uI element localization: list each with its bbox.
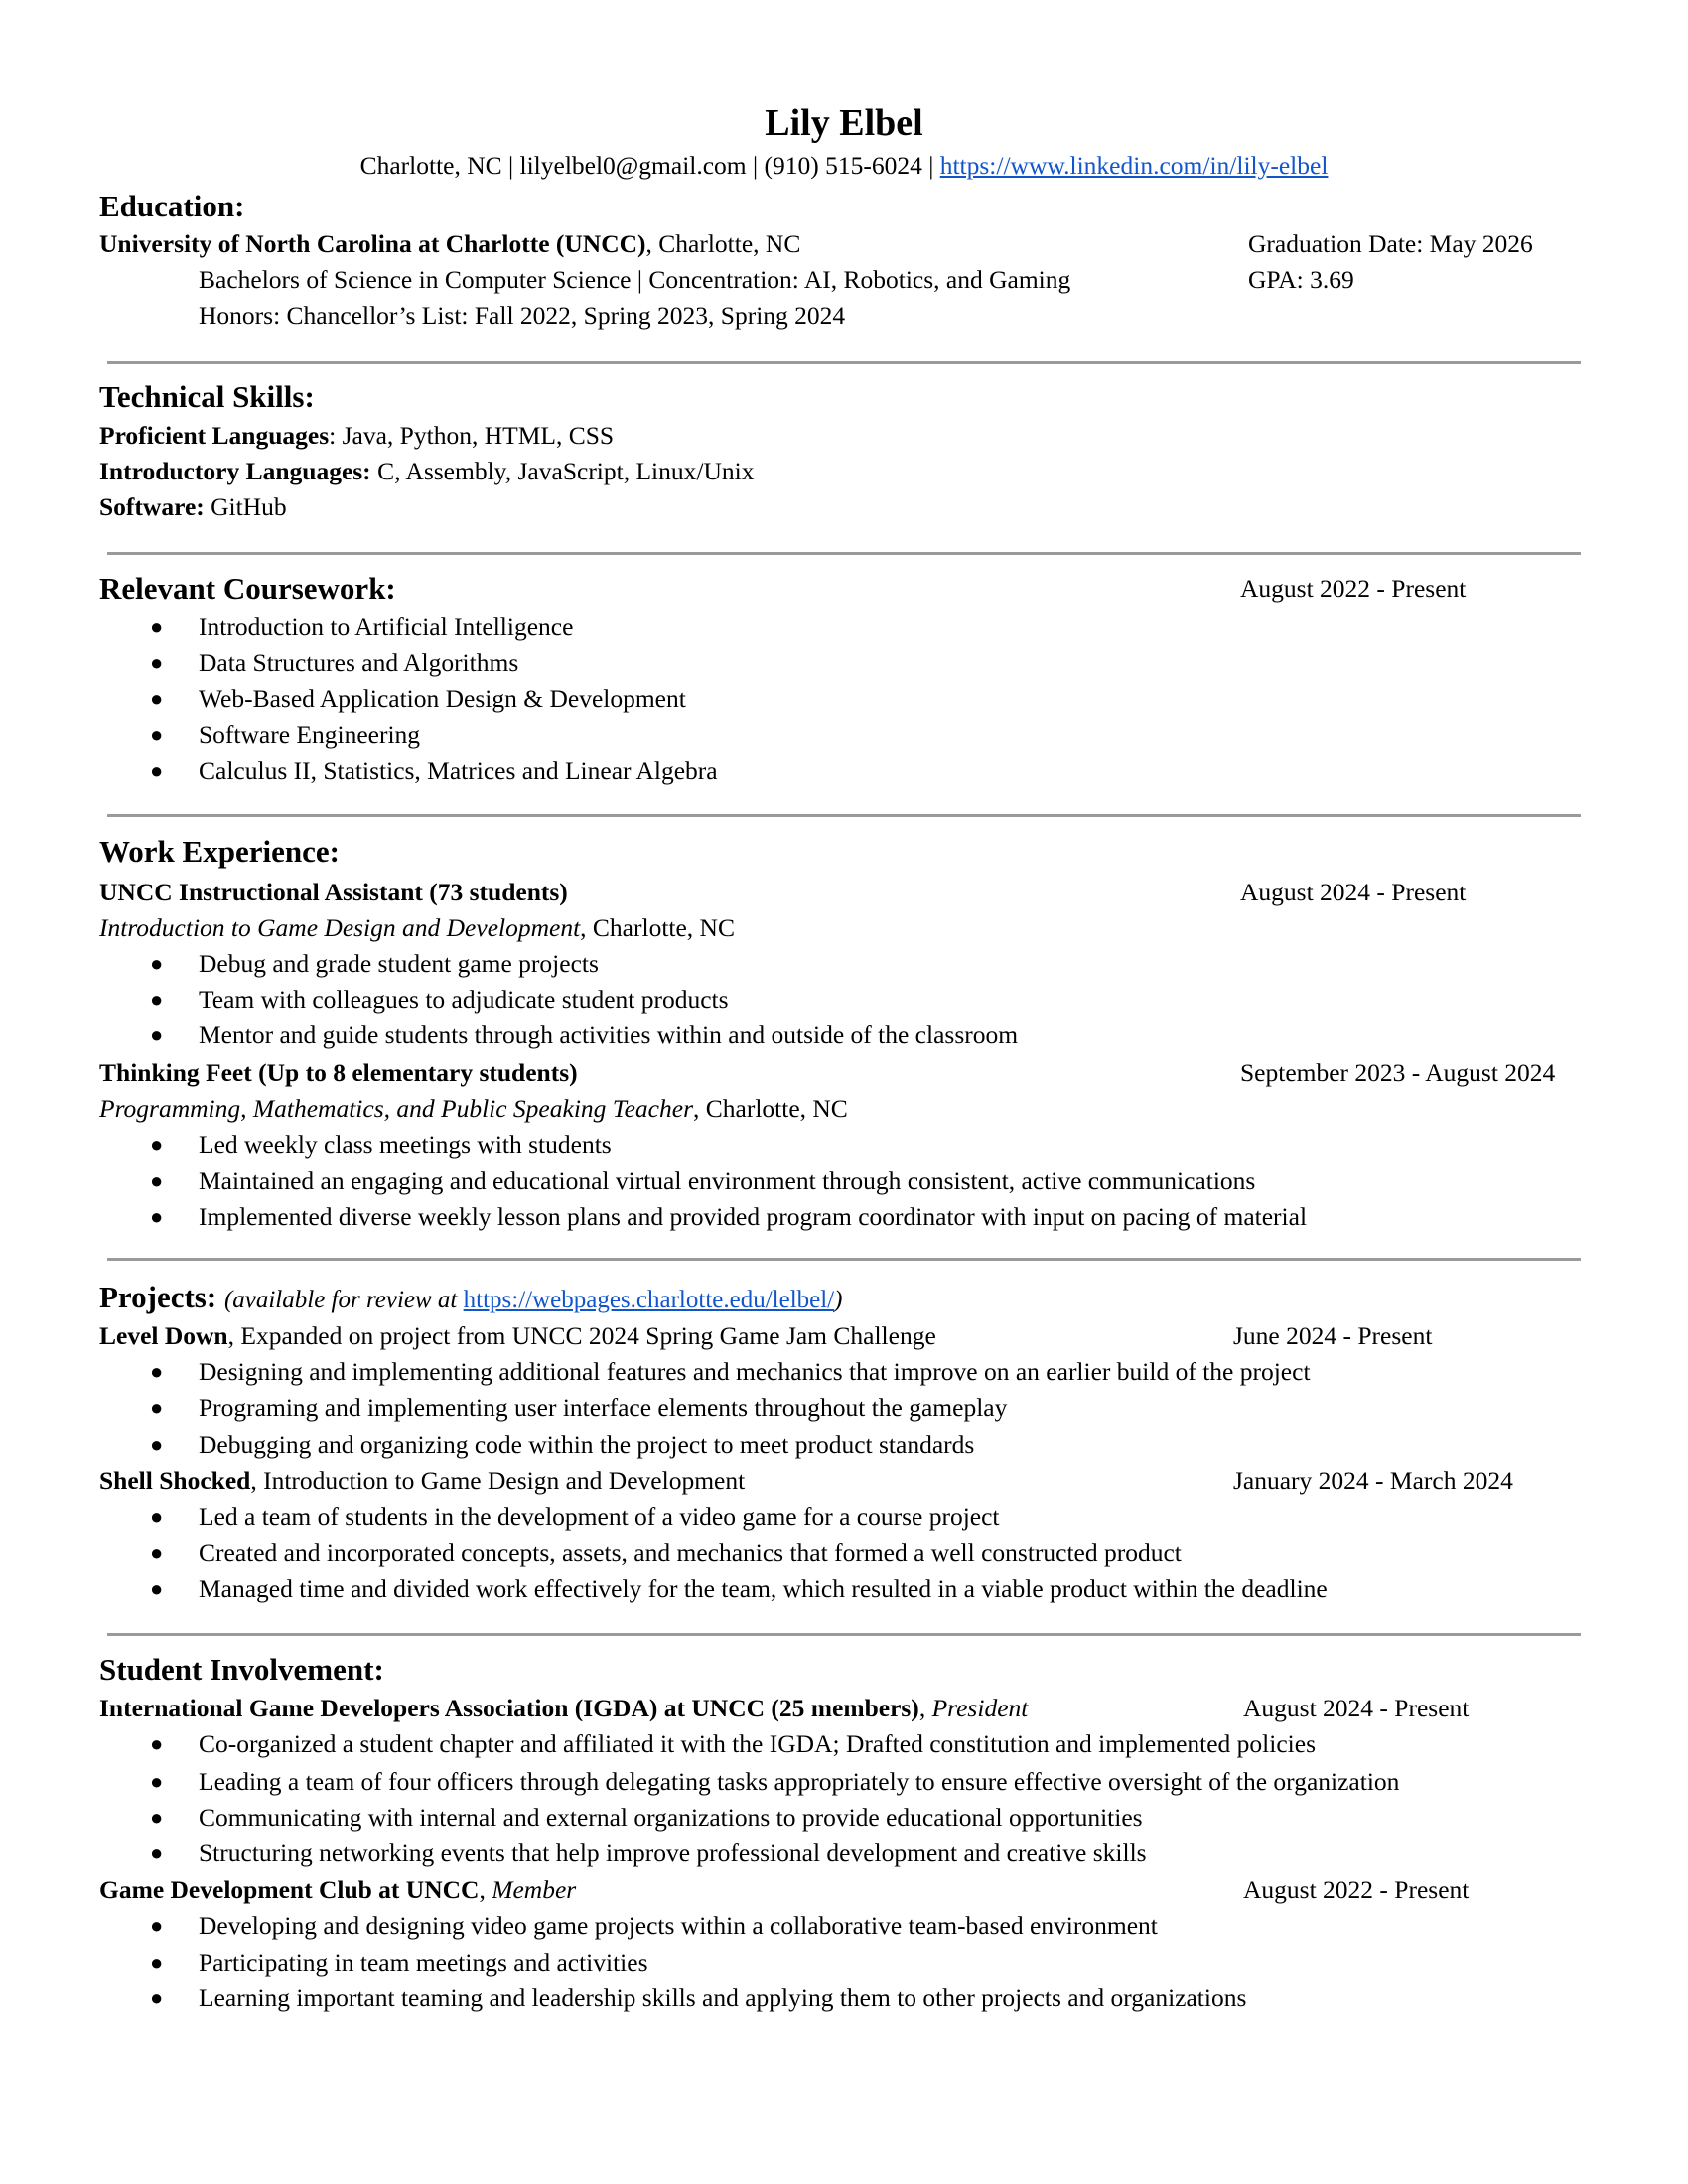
list-item: Software Engineering — [199, 720, 421, 749]
list-item: Participating in team meetings and activities — [199, 1948, 648, 1977]
bullet-icon: ● — [150, 614, 164, 639]
resume-name: Lily Elbel — [765, 102, 923, 144]
job-date: September 2023 - August 2024 — [1240, 1058, 1556, 1087]
bullet-icon: ● — [150, 686, 164, 711]
list-item: Debugging and organizing code within the project to meet product standards — [199, 1431, 975, 1459]
education-school-line — [99, 229, 800, 259]
work-heading: Work Experience: — [99, 834, 340, 869]
list-item: Team with colleagues to adjudicate student products — [199, 985, 729, 1014]
bullet-icon: ● — [150, 1841, 164, 1865]
projects-hint-suffix: ) — [834, 1287, 843, 1313]
bullet-icon: ● — [150, 758, 164, 783]
skill-row — [99, 457, 754, 486]
skill-row — [99, 492, 287, 522]
projects-hint-prefix: (available for review at — [223, 1287, 464, 1313]
job-date: August 2024 - Present — [1240, 878, 1467, 906]
list-item: Introduction to Artificial Intelligence — [199, 613, 574, 641]
list-item: Data Structures and Algorithms — [199, 648, 519, 677]
project-date: January 2024 - March 2024 — [1233, 1466, 1513, 1495]
list-item: Web-Based Application Design & Development — [199, 684, 686, 713]
skill-label: Introductory Languages: — [99, 457, 371, 485]
project-name: Shell Shocked — [99, 1466, 251, 1495]
list-item: Communicating with internal and external organizations to provide educational opportunities — [199, 1803, 1143, 1832]
job-title-text: Thinking Feet (Up to 8 elementary students) — [99, 1058, 578, 1087]
projects-heading — [99, 1280, 842, 1318]
list-item: Co-organized a student chapter and affiliated it with the IGDA; Drafted constitution and implemented policies — [199, 1729, 1316, 1758]
contact-line — [0, 151, 1688, 181]
job-role — [99, 1094, 848, 1124]
job-title-text: UNCC Instructional Assistant (73 students) — [99, 878, 568, 906]
list-item: Programing and implementing user interface elements throughout the gameplay — [199, 1393, 1008, 1422]
education-heading: Education: — [99, 189, 245, 223]
section-divider — [107, 361, 1581, 364]
section-divider — [107, 1258, 1581, 1261]
portfolio-link[interactable]: https://webpages.charlotte.edu/lelbel/ — [463, 1287, 835, 1313]
list-item: Maintained an engaging and educational virtual environment through consistent, active communications — [199, 1166, 1256, 1195]
gpa: GPA: 3.69 — [1248, 265, 1354, 294]
list-item: Calculus II, Statistics, Matrices and Linear Algebra — [199, 756, 718, 785]
section-divider — [107, 814, 1581, 817]
list-item: Created and incorporated concepts, assets, and mechanics that formed a well constructed product — [199, 1538, 1182, 1567]
org-role: President — [931, 1694, 1029, 1722]
project-date: June 2024 - Present — [1233, 1321, 1433, 1350]
bullet-icon: ● — [150, 1540, 164, 1565]
skill-sep: : — [329, 421, 343, 450]
bullet-icon: ● — [150, 722, 164, 747]
skill-value: GitHub — [211, 492, 287, 521]
bullet-icon: ● — [150, 1204, 164, 1229]
bullet-icon: ● — [150, 1132, 164, 1157]
bullet-icon: ● — [150, 1950, 164, 1975]
job-location: , Charlotte, NC — [580, 913, 735, 942]
projects-title: Projects: — [99, 1280, 217, 1314]
bullet-icon: ● — [150, 987, 164, 1012]
org-sep: , — [918, 1694, 932, 1722]
bullet-icon: ● — [150, 1985, 164, 2010]
project-title — [99, 1321, 936, 1351]
project-title — [99, 1466, 745, 1496]
org-sep: , — [479, 1875, 492, 1904]
org-name: International Game Developers Association (IGDA) at UNCC (25 members) — [99, 1694, 919, 1722]
section-divider — [107, 1633, 1581, 1636]
bullet-icon: ● — [150, 951, 164, 976]
job-role-text: Introduction to Game Design and Development — [99, 913, 581, 942]
coursework-date: August 2022 - Present — [1240, 574, 1467, 603]
bullet-icon: ● — [150, 1731, 164, 1756]
job-title — [99, 1058, 578, 1088]
list-item: Led weekly class meetings with students — [199, 1130, 612, 1159]
project-desc: , Introduction to Game Design and Development — [250, 1466, 746, 1495]
coursework-heading: Relevant Coursework: — [99, 571, 396, 606]
list-item: Leading a team of four officers through delegating tasks appropriately to ensure effective oversight of the organization — [199, 1767, 1400, 1796]
org-name: Game Development Club at UNCC — [99, 1875, 480, 1904]
school-name: University of North Carolina at Charlotte (UNCC) — [99, 229, 646, 258]
org-date: August 2024 - Present — [1243, 1694, 1470, 1722]
job-role — [99, 913, 735, 943]
bullet-icon: ● — [150, 650, 164, 675]
list-item: Implemented diverse weekly lesson plans and provided program coordinator with input on pacing of material — [199, 1202, 1308, 1231]
skills-heading: Technical Skills: — [99, 379, 315, 414]
bullet-icon: ● — [150, 1805, 164, 1830]
job-location: , Charlotte, NC — [693, 1094, 848, 1123]
skill-value: C, Assembly, JavaScript, Linux/Unix — [377, 457, 755, 485]
list-item: Designing and implementing additional features and mechanics that improve on an earlier build of the project — [199, 1357, 1311, 1386]
projects-hint — [224, 1287, 843, 1313]
org-title — [99, 1875, 576, 1905]
bullet-icon: ● — [150, 1168, 164, 1193]
degree: Bachelors of Science in Computer Science | Concentration: AI, Robotics, and Gaming — [199, 265, 1071, 294]
org-date: August 2022 - Present — [1243, 1875, 1470, 1904]
job-role-text: Programming, Mathematics, and Public Speaking Teacher — [99, 1094, 693, 1123]
project-desc: , Expanded on project from UNCC 2024 Spring Game Jam Challenge — [227, 1321, 936, 1350]
skill-label: Software: — [99, 492, 205, 521]
skill-row — [99, 421, 614, 451]
list-item: Developing and designing video game projects within a collaborative team-based environment — [199, 1911, 1158, 1940]
bullet-icon: ● — [150, 1023, 164, 1047]
bullet-icon: ● — [150, 1769, 164, 1794]
skill-label: Proficient Languages — [99, 421, 330, 450]
list-item: Debug and grade student game projects — [199, 949, 599, 978]
list-item: Mentor and guide students through activities within and outside of the classroom — [199, 1021, 1019, 1049]
bullet-icon: ● — [150, 1913, 164, 1938]
list-item: Managed time and divided work effectively for the team, which resulted in a viable product within the deadline — [199, 1574, 1328, 1603]
skill-value: Java, Python, HTML, CSS — [342, 421, 615, 450]
bullet-icon: ● — [150, 1433, 164, 1457]
list-item: Structuring networking events that help improve professional development and creative skills — [199, 1839, 1147, 1867]
list-item: Led a team of students in the development of a video game for a course project — [199, 1502, 1000, 1531]
project-name: Level Down — [99, 1321, 228, 1350]
section-divider — [107, 552, 1581, 555]
bullet-icon: ● — [150, 1504, 164, 1529]
org-role: Member — [492, 1875, 577, 1904]
org-title — [99, 1694, 1028, 1723]
list-item: Learning important teaming and leadership skills and applying them to other projects and organizations — [199, 1983, 1247, 2012]
job-title — [99, 878, 568, 907]
involvement-heading: Student Involvement: — [99, 1652, 384, 1687]
honors: Honors: Chancellor’s List: Fall 2022, Spring 2023, Spring 2024 — [199, 301, 846, 330]
school-location: , Charlotte, NC — [645, 229, 801, 258]
bullet-icon: ● — [150, 1359, 164, 1384]
graduation-date: Graduation Date: May 2026 — [1248, 229, 1533, 258]
contact-text: Charlotte, NC | lilyelbel0@gmail.com | (910) 515-6024 | — [359, 151, 940, 180]
linkedin-link[interactable]: https://www.linkedin.com/in/lily-elbel — [939, 151, 1329, 180]
bullet-icon: ● — [150, 1395, 164, 1420]
bullet-icon: ● — [150, 1576, 164, 1601]
